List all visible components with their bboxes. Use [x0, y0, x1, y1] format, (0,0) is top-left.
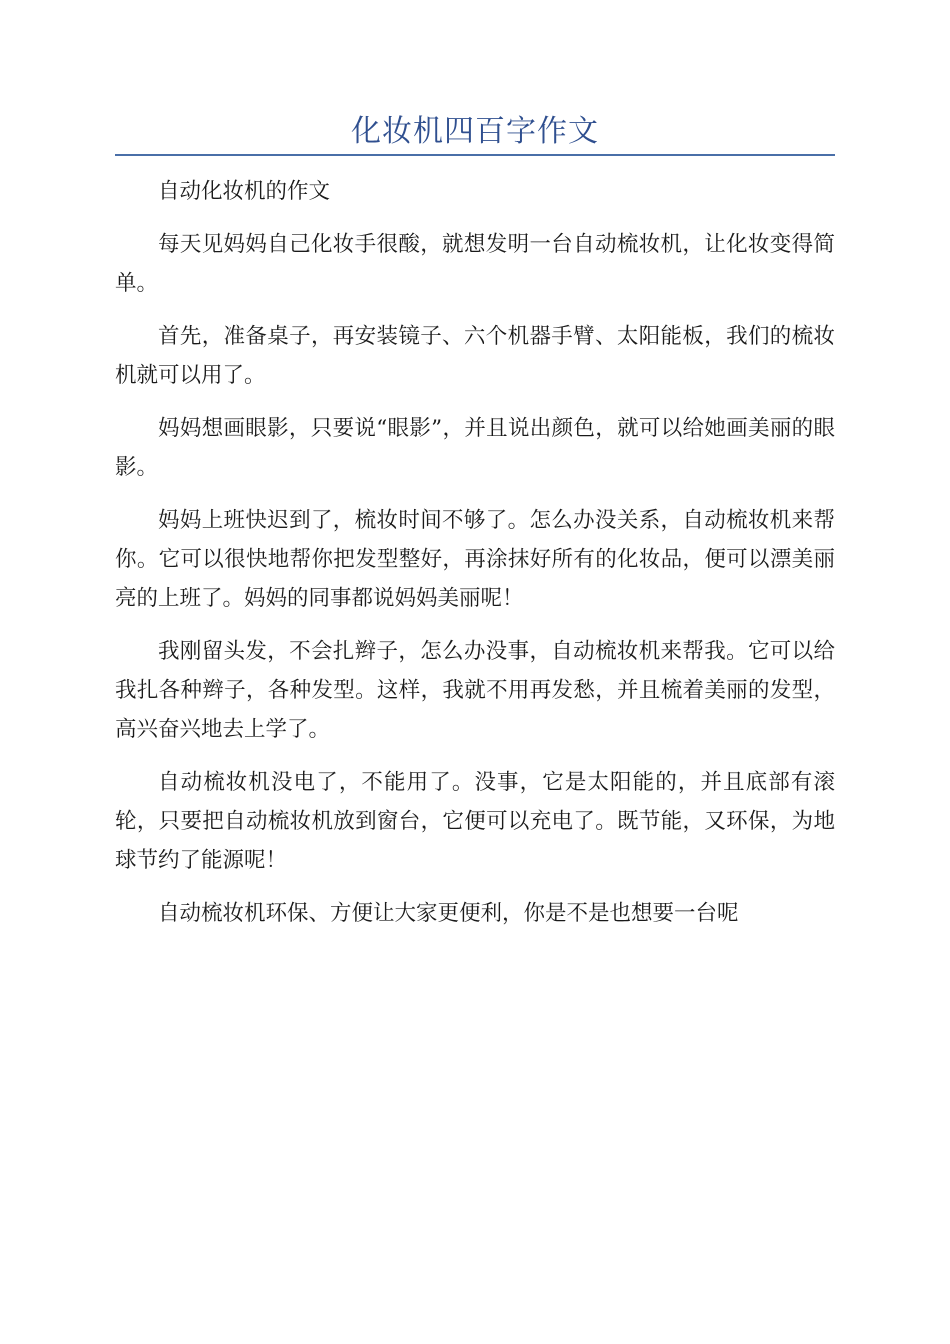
paragraph-6: 自动梳妆机没电了，不能用了。没事，它是太阳能的，并且底部有滚轮，只要把自动梳妆机放到窗台，它便可以充电了。既节能，又环保，为地球节约了能源呢！ [115, 770, 835, 873]
title-underline [115, 154, 835, 156]
paragraph-5: 我刚留头发，不会扎辫子，怎么办没事，自动梳妆机来帮我。它可以给我扎各种辫子，各种发型。这样，我就不用再发愁，并且梳着美丽的发型，高兴奋兴地去上学了。 [115, 639, 835, 742]
document-title: 化妆机四百字作文 [351, 114, 599, 149]
paragraph-1: 每天见妈妈自己化妆手很酸，就想发明一台自动梳妆机，让化妆变得简单。 [115, 232, 835, 296]
paragraph-3: 妈妈想画眼影，只要说“眼影”，并且说出颜色，就可以给她画美丽的眼影。 [115, 416, 835, 480]
paragraph-4: 妈妈上班快迟到了，梳妆时间不够了。怎么办没关系，自动梳妆机来帮你。它可以很快地帮你把发型整好，再涂抹好所有的化妆品，便可以漂美丽亮的上班了。妈妈的同事都说妈妈美丽呢！ [115, 508, 835, 611]
paragraph-7: 自动梳妆机环保、方便让大家更便利，你是不是也想要一台呢 [158, 901, 739, 926]
paragraph-2: 首先，准备桌子，再安装镜子、六个机器手臂、太阳能板，我们的梳妆机就可以用了。 [115, 324, 835, 388]
paragraph-subtitle: 自动化妆机的作文 [158, 179, 331, 204]
document-body [115, 172, 835, 947]
